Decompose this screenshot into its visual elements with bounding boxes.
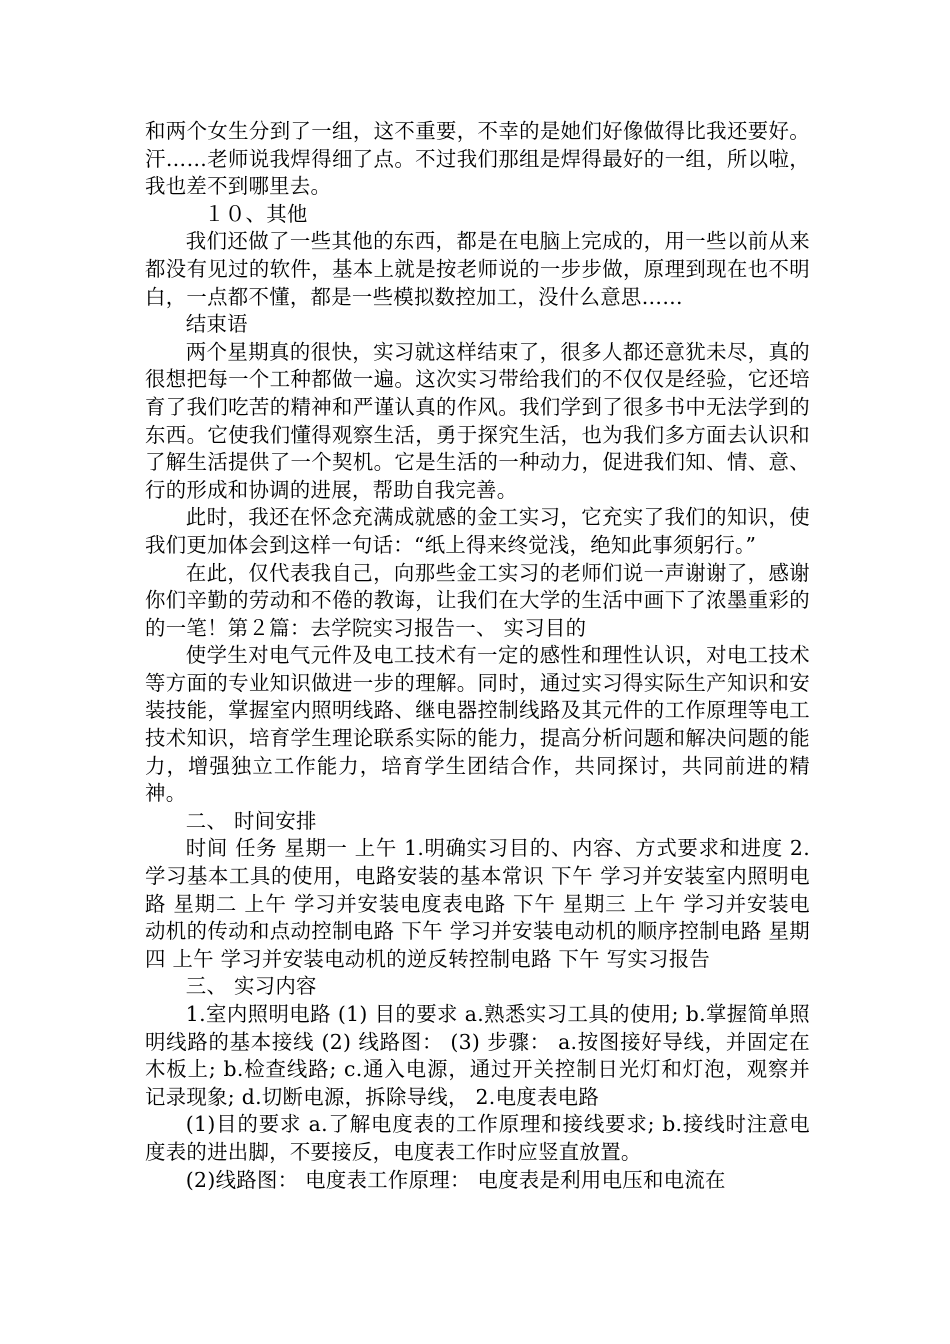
section-heading-schedule: 二、 时间安排 (185, 808, 317, 833)
paragraph-meter-diagram: (2)线路图： 电度表工作原理： 电度表是利用电压和电流在 (185, 1167, 726, 1192)
paragraph-lighting-circuit: 1.室内照明电路 (1) 目的要求 a.熟悉实习工具的使用; b.掌握简单照明线路的基本接线 (2) 线路图： (3) 步骤： a.按图接好导线，并固定在木板上; b.检查线路; c.通入电源，通过开关控制日光灯和灯泡，观察并记录现象; d.切断电源，拆除导线， 2.电度表电路 (145, 1002, 810, 1109)
paragraph-conclusion-3: 在此，仅代表我自己，向那些金工实习的老师们说一声谢谢了，感谢你们辛勤的劳动和不倦的教诲，让我们在大学的生活中画下了浓墨重彩的的一笔！第２篇：去学院实习报告一、 实习目的 (145, 560, 810, 640)
paragraph-continuation: 和两个女生分到了一组，这不重要，不幸的是她们好像做得比我还要好。汗……老师说我焊得细了点。不过我们那组是焊得最好的一组，所以啦，我也差不到哪里去。 (145, 119, 810, 199)
paragraph-purpose: 使学生对电气元件及电工技术有一定的感性和理性认识，对电工技术等方面的专业知识做进一步的理解。同时，通过实习得实际生产知识和安装技能，掌握室内照明线路、继电器控制线路及其元件的工作原理等电工技术知识，培育学生理论联系实际的能力，提高分析问题和解决问题的能力，增强独立工作能力，培育学生团结合作，共同探讨，共同前进的精神。 (145, 643, 810, 806)
document-page (145, 118, 810, 1194)
section-heading-content: 三、 实习内容 (185, 974, 317, 999)
section-heading-conclusion: 结束语 (185, 312, 248, 337)
paragraph-conclusion-1: 两个星期真的很快，实习就这样结束了，很多人都还意犹未尽，真的很想把每一个工种都做一遍。这次实习带给我们的不仅仅是经验，它还培育了我们吃苦的精神和严谨认真的作风。我们学到了很多书中无法学到的东西。它使我们懂得观察生活，勇于探究生活，也为我们多方面去认识和了解生活提供了一个契机。它是生活的一种动力，促进我们知、情、意、行的形成和协调的进展，帮助自我完善。 (145, 339, 810, 502)
paragraph-other: 我们还做了一些其他的东西，都是在电脑上完成的，用一些以前从来都没有见过的软件，基本上就是按老师说的一步步做，原理到现在也不明白，一点都不懂，都是一些模拟数控加工，没什么意思…… (145, 229, 810, 309)
section-heading-other: １０、其他 (204, 201, 308, 226)
paragraph-schedule: 时间 任务 星期一 上午 1.明确实习目的、内容、方式要求和进度 2.学习基本工具的使用，电路安装的基本常识 下午 学习并安装室内照明电路 星期二 上午 学习并安装电度表电路 下午 星期三 上午 学习并安装电动机的传动和点动控制电路 下午 学习并安装电动机的顺序控制电路 星期四 上午 学习并安装电动机的逆反转控制电路 下午 写实习报告 (145, 836, 810, 971)
paragraph-meter-purpose: (1)目的要求 a.了解电度表的工作原理和接线要求; b.接线时注意电度表的进出脚，不要接反，电度表工作时应竖直放置。 (145, 1112, 810, 1164)
paragraph-conclusion-2: 此时，我还在怀念充满成就感的金工实习，它充实了我们的知识，使我们更加体会到这样一句话：“纸上得来终觉浅，绝知此事须躬行。” (145, 505, 810, 557)
